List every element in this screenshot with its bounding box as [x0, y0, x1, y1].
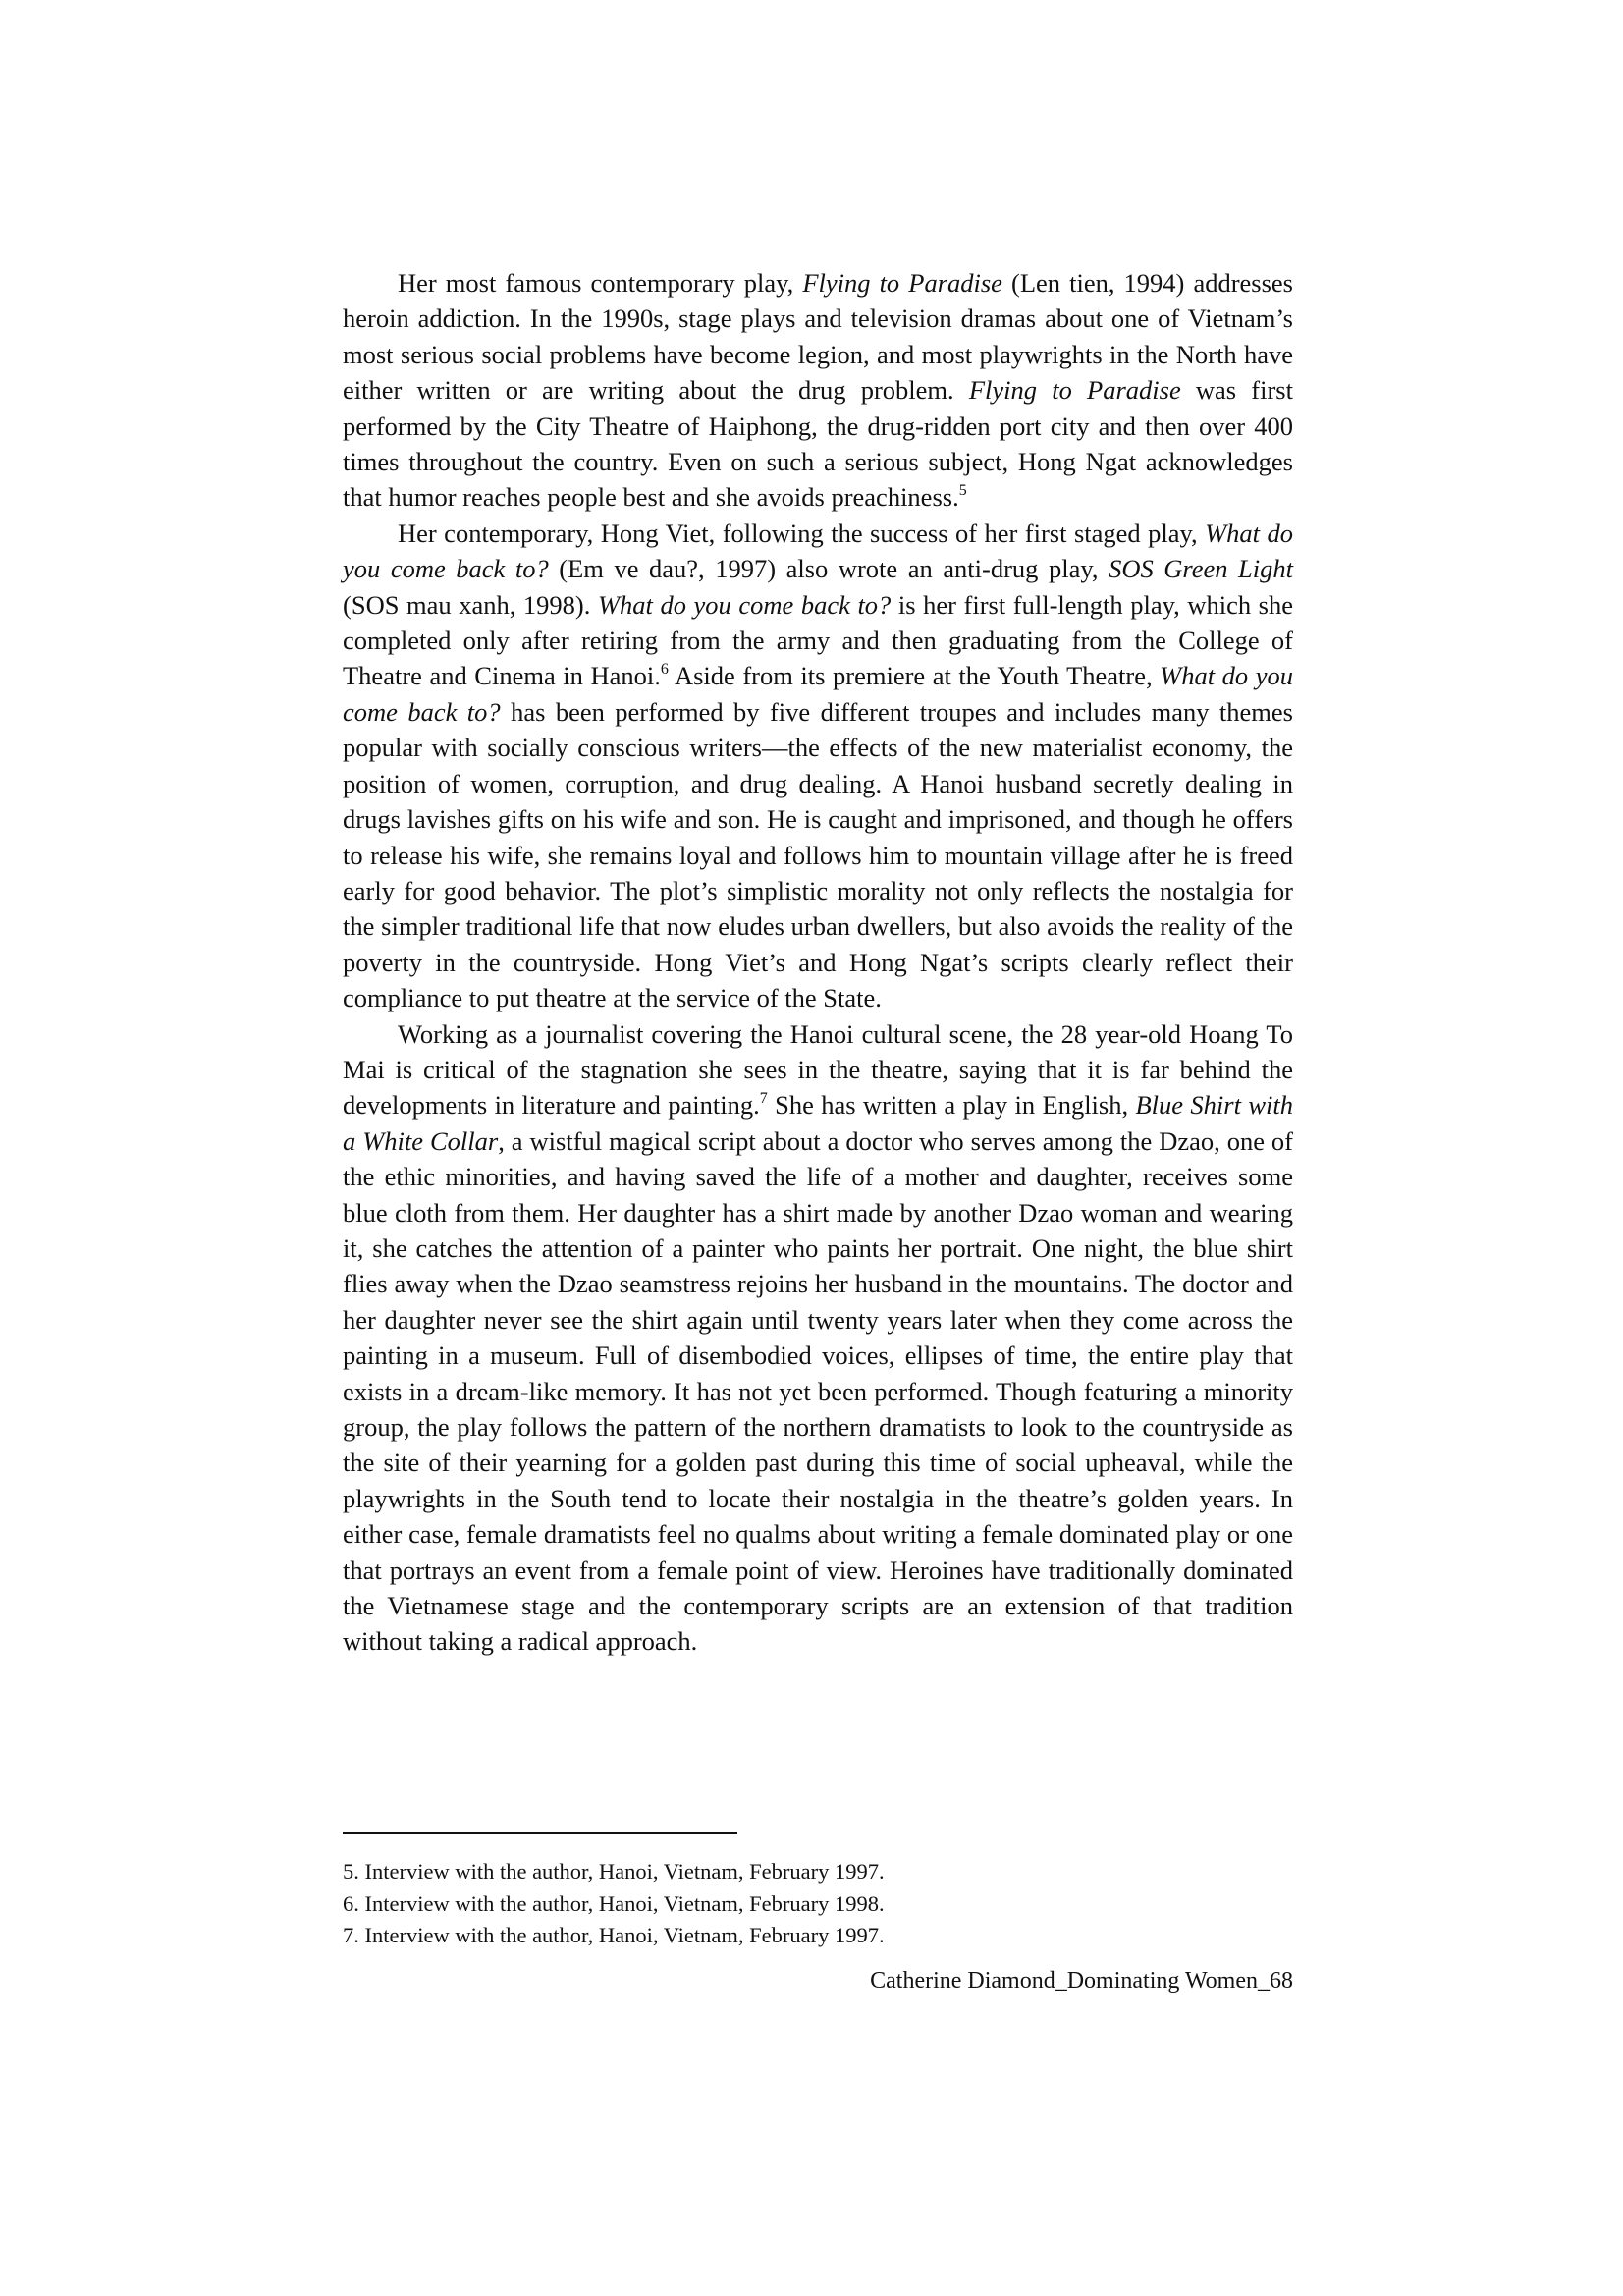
body-paragraph-1	[343, 265, 1293, 516]
text-run: was first performed by the City Theatre of Haiphong, the drug-ridden port city and then over 400 times throughout the country. Even on such a serious subject, Hong Ngat acknowledges that humor reaches people best and she avoids preachiness.	[343, 375, 1293, 513]
body-paragraph-2	[343, 516, 1293, 1016]
italic-title: Flying to Paradise	[802, 268, 1002, 298]
footnote-5: 5. Interview with the author, Hanoi, Vietnam, February 1997.	[343, 1859, 885, 1884]
italic-title: What do you come back to?	[343, 518, 1293, 584]
footnote-reference: 6	[660, 660, 669, 678]
text-run: (SOS mau xanh, 1998).	[343, 589, 598, 620]
text-run: Aside from its premiere at the Youth Theatre,	[668, 661, 1161, 691]
text-run: Her most famous contemporary play,	[398, 268, 803, 298]
text-run: She has written a play in English,	[767, 1090, 1136, 1121]
body-text	[343, 265, 1293, 1660]
footnote-reference: 7	[759, 1089, 768, 1107]
footnote-6: 6. Interview with the author, Hanoi, Vietnam, February 1998.	[343, 1890, 885, 1916]
body-paragraph-3	[343, 1016, 1293, 1660]
text-run: Working as a journalist covering the Hanoi cultural scene, the 28 year-old Hoang To Mai is critical of the stagnation she sees in the theatre, saying that it is far behind the developments in literature and painting.	[343, 1018, 1293, 1121]
footnote-7: 7. Interview with the author, Hanoi, Vietnam, February 1997.	[343, 1923, 885, 1947]
italic-title: Flying to Paradise	[968, 375, 1181, 406]
footnote-separator	[343, 1832, 737, 1834]
text-run: (Em ve dau?, 1997) also wrote an anti-drug play,	[548, 554, 1109, 584]
text-run: , a wistful magical script about a doctor who serves among the Dzao, one of the ethic minorities, and having saved the life of a mother and daughter, receives some blue cloth from them. Her daughter has a shirt made by another Dzao woman and wearing it, she catches the attention of a painter who paints her portrait. One night, the blue shirt flies away when the Dzao seamstress rejoins her husband in the mountains. The doctor and her daughter never see the shirt again until twenty years later when they come across the painting in a museum. Full of disembodied voices, ellipses of time, the entire play that exists in a dream-like memory. It has not yet been performed. Though featuring a minority group, the play follows the pattern of the northern dramatists to look to the countryside as the site of their yearning for a golden past during this time of social upheaval, while the playwrights in the South tend to locate their nostalgia in the theatre’s golden years. In either case, female dramatists feel no qualms about writing a female dominated play or one that portrays an event from a female point of view. Heroines have traditionally dominated the Vietnamese stage and the contemporary scripts are an extension of that tradition without taking a radical approach.	[343, 1125, 1293, 1657]
text-run: Her contemporary, Hong Viet, following the success of her first staged play,	[398, 518, 1206, 548]
italic-title: What do you come back to?	[597, 589, 892, 620]
text-run: has been performed by five different troupes and includes many themes popular with socially conscious writers—the effects of the new materialist economy, the position of women, corruption, and drug dealing. A Hanoi husband secretly dealing in drugs lavishes gifts on his wife and son. He is caught and imprisoned, and though he offers to release his wife, she remains loyal and follows him to mountain village after he is freed early for good behavior. The plot’s simplistic morality not only reflects the nostalgia for the simpler traditional life that now eludes urban dwellers, but also avoids the reality of the poverty in the countryside. Hong Viet’s and Hong Ngat’s scripts clearly reflect their compliance to put theatre at the service of the State.	[343, 696, 1293, 1013]
text-run: (Len tien, 1994) addresses heroin addiction. In the 1990s, stage plays and television dramas about one of Vietnam’s most serious social problems have become legion, and most playwrights in the North have either written or are writing about the drug problem.	[343, 268, 1293, 406]
italic-title: What do you come back to?	[343, 661, 1293, 727]
footnotes	[343, 1856, 1293, 1952]
running-footer: Catherine Diamond_Dominating Women_68	[870, 1968, 1293, 1994]
italic-title: SOS Green Light	[1109, 554, 1294, 584]
footnote-reference: 5	[958, 481, 967, 499]
italic-title: Blue Shirt with a White Collar	[343, 1090, 1293, 1156]
text-run: is her first full-length play, which she completed only after retiring from the army and then graduating from the College of Theatre and Cinema in Hanoi.	[343, 589, 1293, 691]
